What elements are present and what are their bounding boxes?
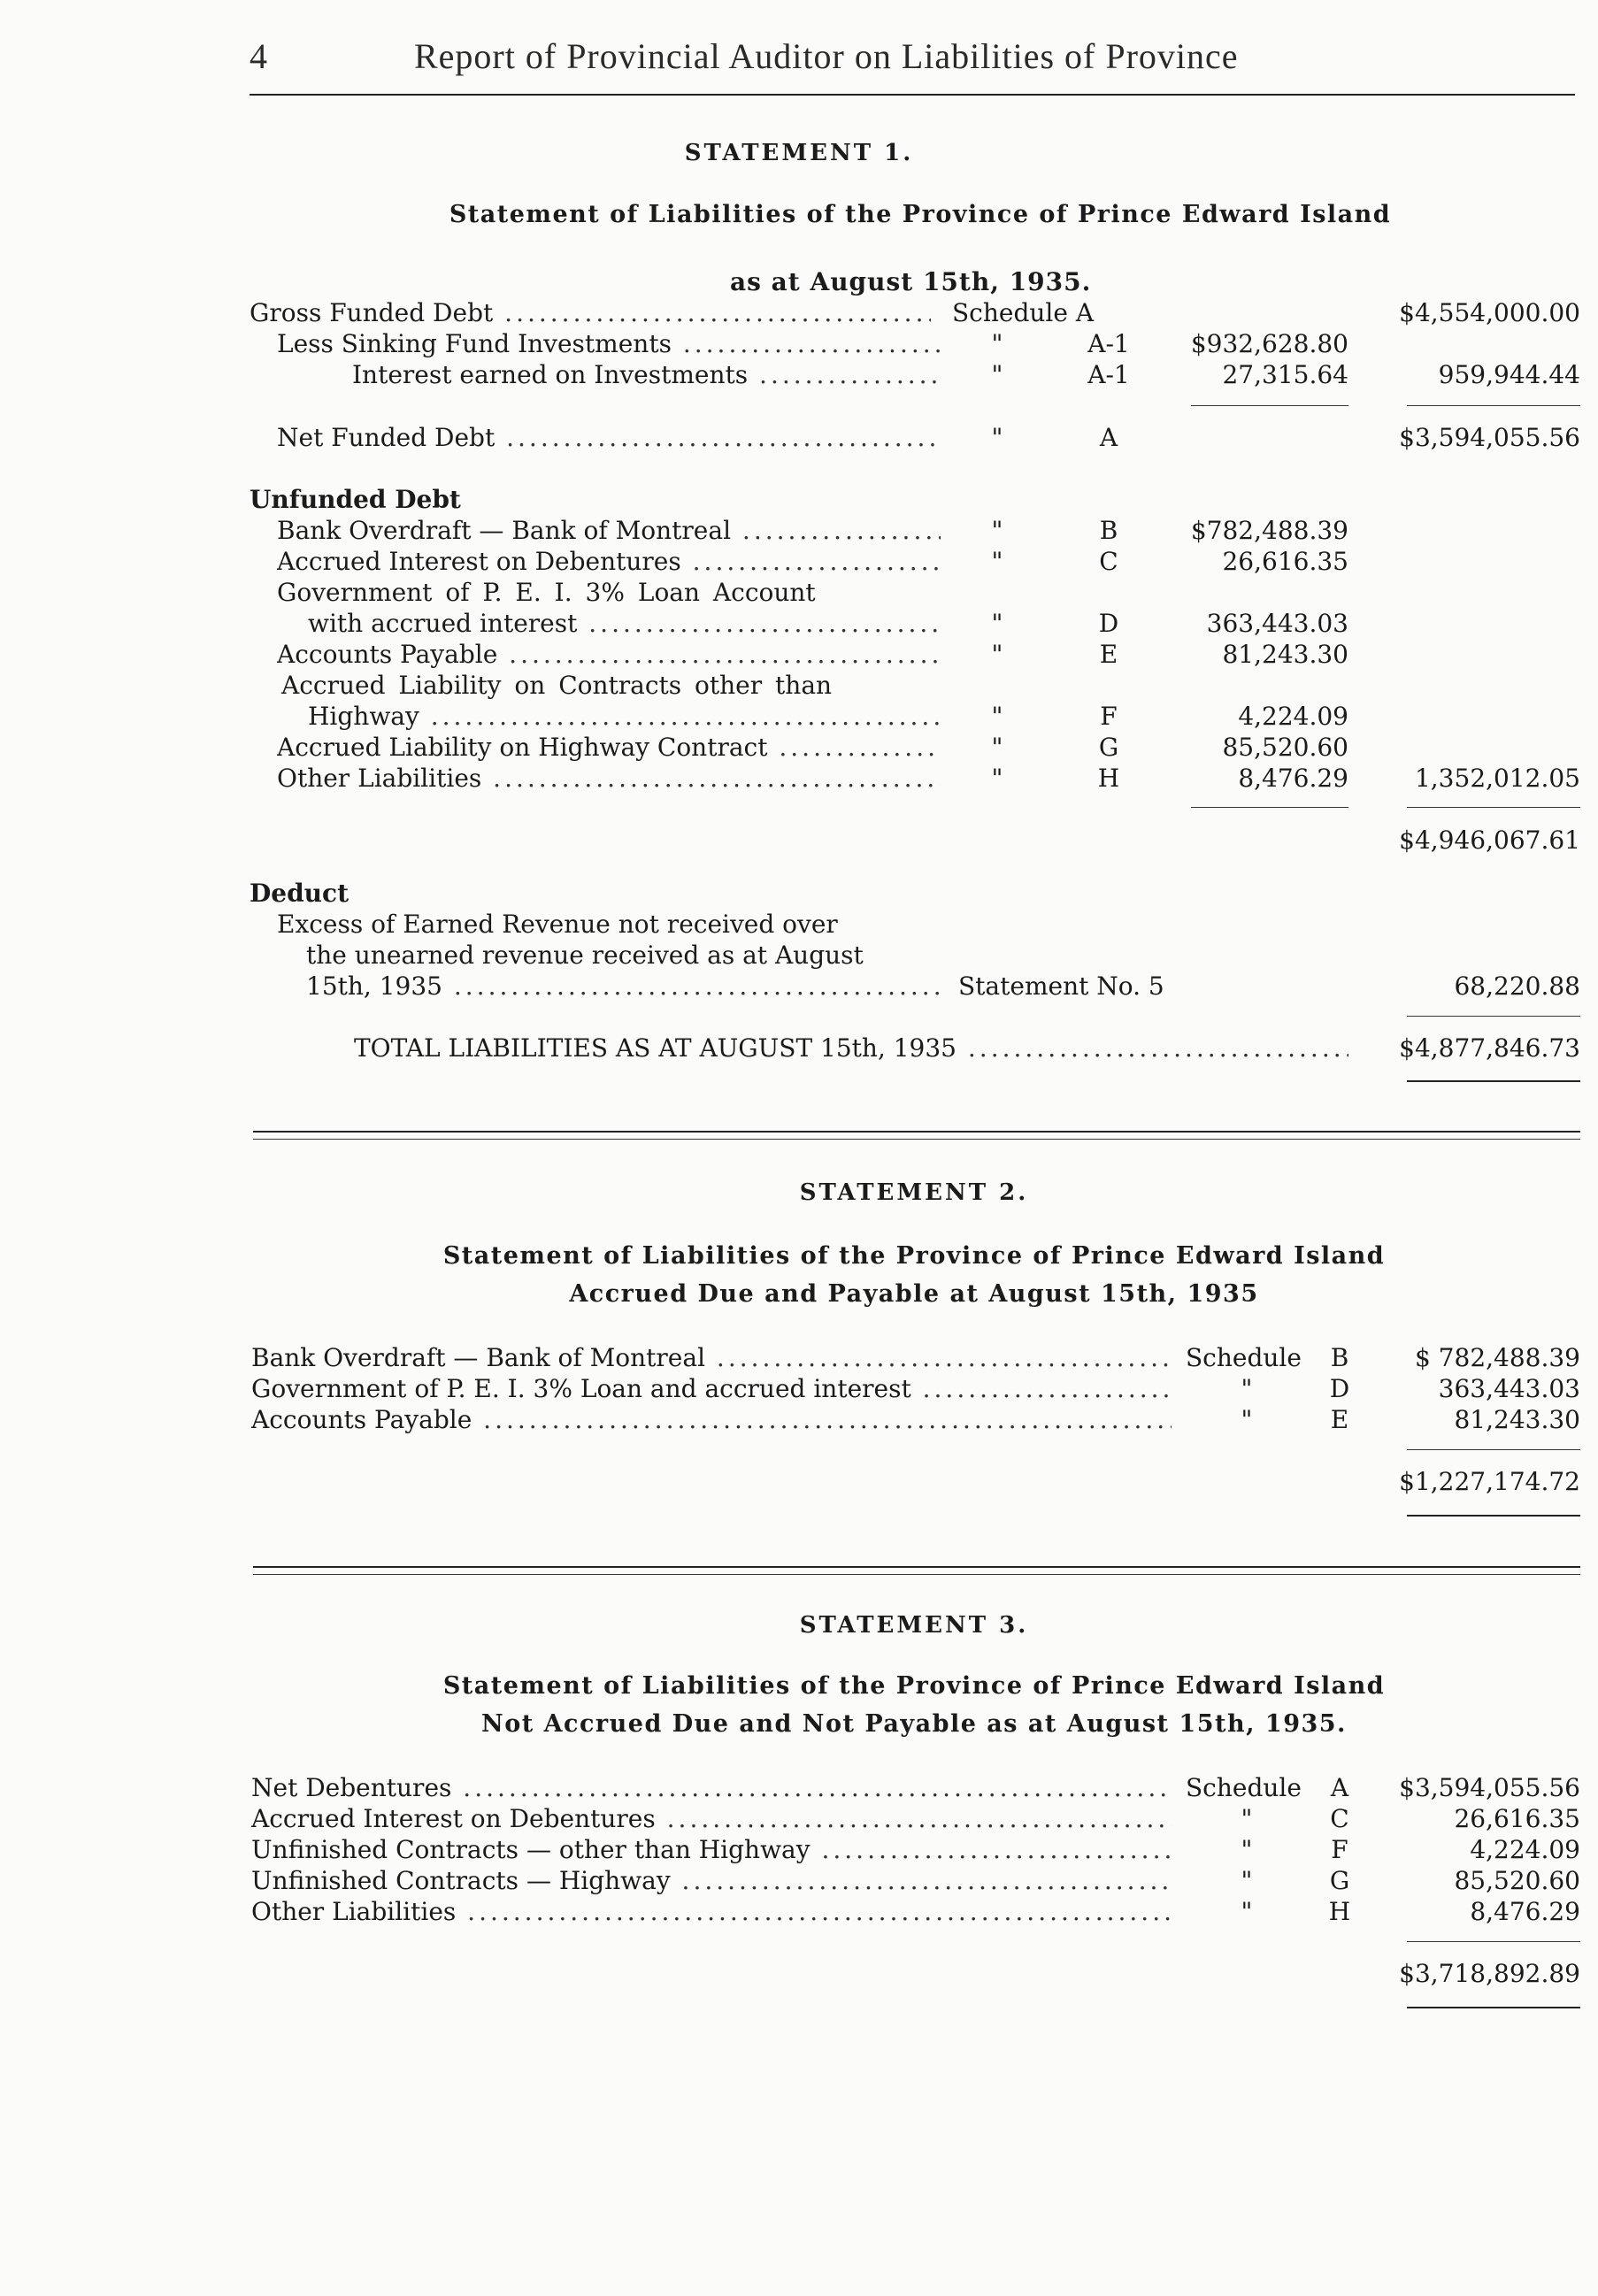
s3-accrued-interest-amount: 26,616.35 (1454, 1804, 1580, 1833)
section-separator-2a (253, 1566, 1580, 1568)
s2-accounts-payable-schedule: E (1330, 1405, 1349, 1434)
deduct-reference: Statement No. 5 (958, 971, 1164, 1001)
gross-funded-debt-ref: Schedule A (952, 298, 1095, 327)
other-liabilities-ditto: " (991, 764, 1003, 793)
s3-other-liabilities-label: Other Liabilities ..... (251, 1897, 1172, 1927)
accrued-interest-schedule: C (1099, 547, 1118, 576)
with-accrued-interest-amount: 363,443.03 (1206, 609, 1348, 638)
statement1-subtitle: Statement of Liabilities of the Province of Prince Edward Island (449, 201, 1392, 228)
s3-net-debentures-schedule: A (1330, 1773, 1349, 1802)
s3-net-debentures-amount: $3,594,055.56 (1399, 1773, 1580, 1802)
s2-bank-overdraft-label: Bank Overdraft — Bank of Montreal ..... (251, 1343, 1172, 1373)
s3-contracts-other-amount: 4,224.09 (1470, 1835, 1580, 1864)
bank-overdraft-ditto: " (991, 516, 1003, 545)
less-sinking-fund-schedule: A-1 (1087, 329, 1130, 358)
s3-other-liabilities-schedule: H (1328, 1897, 1351, 1926)
unfunded-debt-heading: Unfunded Debt (250, 485, 461, 514)
statement1-heading: STATEMENT 1. (684, 140, 914, 166)
s3-other-liabilities-amount: 8,476.29 (1470, 1897, 1580, 1926)
less-sinking-fund-amount: $932,628.80 (1190, 329, 1348, 358)
s3-rule-total-bottom (1407, 2007, 1580, 2008)
bank-overdraft-schedule: B (1099, 516, 1118, 545)
statement1-date-line: as at August 15th, 1935. (730, 267, 1092, 296)
s2-accounts-payable-label: Accounts Payable ..... (251, 1405, 1172, 1435)
accounts-payable-label: Accounts Payable ..... (277, 640, 941, 670)
s3-rule-total (1407, 1941, 1580, 1942)
contracts-other-label: Accrued Liability on Contracts other than (281, 671, 833, 700)
accounts-payable-amount: 81,243.30 (1222, 640, 1348, 669)
government-loan-label: Government of P. E. I. 3% Loan Account (277, 578, 816, 607)
deduct-total: 68,220.88 (1454, 971, 1580, 1001)
with-accrued-interest-schedule: D (1098, 609, 1119, 638)
page-number: 4 (250, 36, 268, 76)
rule-total-1 (1407, 405, 1580, 406)
statement2-subtitle-1: Statement of Liabilities of the Province of Prince Edward Island (442, 1242, 1386, 1270)
rule-total-4 (1407, 1080, 1580, 1082)
s2-government-loan-amount: 363,443.03 (1438, 1374, 1580, 1403)
bank-overdraft-label: Bank Overdraft — Bank of Montreal ..... (277, 516, 941, 546)
net-funded-debt-schedule: A (1099, 423, 1118, 452)
rule-mid-1 (1191, 405, 1348, 406)
deduct-line-1: Excess of Earned Revenue not received over (277, 910, 838, 939)
gross-funded-debt-total: $4,554,000.00 (1399, 298, 1580, 327)
s2-bank-overdraft-ref: Schedule (1186, 1343, 1302, 1372)
deduct-line-3: 15th, 1935 ..... (306, 971, 941, 1002)
s3-accrued-interest-label: Accrued Interest on Debentures ..... (251, 1804, 1172, 1834)
highway-ditto: " (991, 702, 1003, 731)
other-liabilities-amount: 8,476.29 (1238, 764, 1348, 793)
interest-earned-ditto: " (991, 360, 1003, 389)
s3-contracts-other-label: Unfinished Contracts — other than Highway ..... (251, 1835, 1172, 1865)
s3-contracts-highway-label: Unfinished Contracts — Highway ..... (251, 1866, 1172, 1896)
net-funded-debt-ditto: " (991, 423, 1003, 452)
s2-total: $1,227,174.72 (1399, 1467, 1580, 1496)
s2-rule-total-bottom (1407, 1515, 1580, 1517)
highway-contract-schedule: G (1098, 733, 1119, 762)
with-accrued-interest-label: with accrued interest ..... (308, 609, 941, 639)
interest-earned-label: Interest earned on Investments ..... (352, 360, 941, 390)
deduct-heading: Deduct (250, 879, 350, 908)
highway-label: Highway ..... (308, 702, 941, 732)
highway-schedule: F (1100, 702, 1118, 731)
deduct-line-2: the unearned revenue received as at August (306, 941, 864, 970)
rule-mid-2 (1191, 807, 1348, 808)
s3-contracts-other-ditto: " (1241, 1835, 1253, 1864)
section-separator-1a (253, 1131, 1580, 1133)
section-separator-2b (253, 1574, 1580, 1575)
net-funded-debt-total: $3,594,055.56 (1399, 423, 1580, 452)
highway-contract-label: Accrued Liability on Highway Contract ..... (277, 733, 941, 763)
bank-overdraft-amount: $782,488.39 (1190, 516, 1348, 545)
s3-total: $3,718,892.89 (1399, 1959, 1580, 1988)
s3-contracts-other-schedule: F (1331, 1835, 1348, 1864)
s2-bank-overdraft-schedule: B (1330, 1343, 1349, 1372)
statement2-subtitle-2: Accrued Due and Payable at August 15th, 1935 (569, 1280, 1259, 1308)
interest-earned-schedule: A-1 (1087, 360, 1130, 389)
s2-government-loan-label: Government of P. E. I. 3% Loan and accrued interest ..... (251, 1374, 1172, 1404)
s3-other-liabilities-ditto: " (1241, 1897, 1253, 1926)
accrued-interest-amount: 26,616.35 (1222, 547, 1348, 576)
highway-amount: 4,224.09 (1238, 702, 1348, 731)
gross-funded-debt-label: Gross Funded Debt ..... (250, 298, 931, 328)
accrued-interest-label: Accrued Interest on Debentures ..... (277, 547, 941, 577)
other-liabilities-schedule: H (1097, 764, 1120, 793)
s3-accrued-interest-ditto: " (1241, 1804, 1253, 1833)
accrued-interest-ditto: " (991, 547, 1003, 576)
statement3-heading: STATEMENT 3. (799, 1612, 1029, 1639)
s3-contracts-highway-schedule: G (1329, 1866, 1350, 1895)
rule-total-2 (1407, 807, 1580, 808)
header-rule (250, 94, 1575, 96)
statement1-subtotal: $4,946,067.61 (1399, 825, 1580, 855)
s3-accrued-interest-schedule: C (1330, 1804, 1349, 1833)
less-sinking-fund-ditto: " (991, 329, 1003, 358)
statement2-heading: STATEMENT 2. (799, 1179, 1029, 1206)
s2-accounts-payable-amount: 81,243.30 (1454, 1405, 1580, 1434)
highway-contract-amount: 85,520.60 (1222, 733, 1348, 762)
s2-accounts-payable-ditto: " (1241, 1405, 1253, 1434)
with-accrued-interest-ditto: " (991, 609, 1003, 638)
s2-bank-overdraft-amount: $ 782,488.39 (1414, 1343, 1580, 1372)
unfunded-debt-total: 1,352,012.05 (1414, 764, 1580, 793)
s3-net-debentures-label: Net Debentures ..... (251, 1773, 1172, 1803)
rule-total-3 (1407, 1016, 1580, 1017)
accounts-payable-schedule: E (1099, 640, 1118, 669)
statement3-subtitle-2: Not Accrued Due and Not Payable as at August 15th, 1935. (481, 1710, 1347, 1738)
highway-contract-ditto: " (991, 733, 1003, 762)
interest-earned-total: 959,944.44 (1438, 360, 1580, 389)
s2-rule-total (1407, 1449, 1580, 1450)
total-liabilities-amount: $4,877,846.73 (1399, 1033, 1580, 1063)
other-liabilities-label: Other Liabilities ..... (277, 764, 941, 794)
s3-net-debentures-ref: Schedule (1186, 1773, 1302, 1802)
net-funded-debt-label: Net Funded Debt ..... (277, 423, 941, 453)
interest-earned-amount: 27,315.64 (1222, 360, 1348, 389)
section-separator-1b (253, 1139, 1580, 1140)
total-liabilities-label: TOTAL LIABILITIES AS AT AUGUST 15th, 1935 ..... (354, 1033, 1348, 1064)
less-sinking-fund-label: Less Sinking Fund Investments ..... (277, 329, 941, 359)
accounts-payable-ditto: " (991, 640, 1003, 669)
s3-contracts-highway-amount: 85,520.60 (1454, 1866, 1580, 1895)
running-header-title: Report of Provincial Auditor on Liabilities of Province (414, 36, 1239, 76)
s3-contracts-highway-ditto: " (1241, 1866, 1253, 1895)
statement3-subtitle-1: Statement of Liabilities of the Province of Prince Edward Island (442, 1672, 1386, 1700)
s2-government-loan-ditto: " (1241, 1374, 1253, 1403)
s2-government-loan-schedule: D (1329, 1374, 1350, 1403)
